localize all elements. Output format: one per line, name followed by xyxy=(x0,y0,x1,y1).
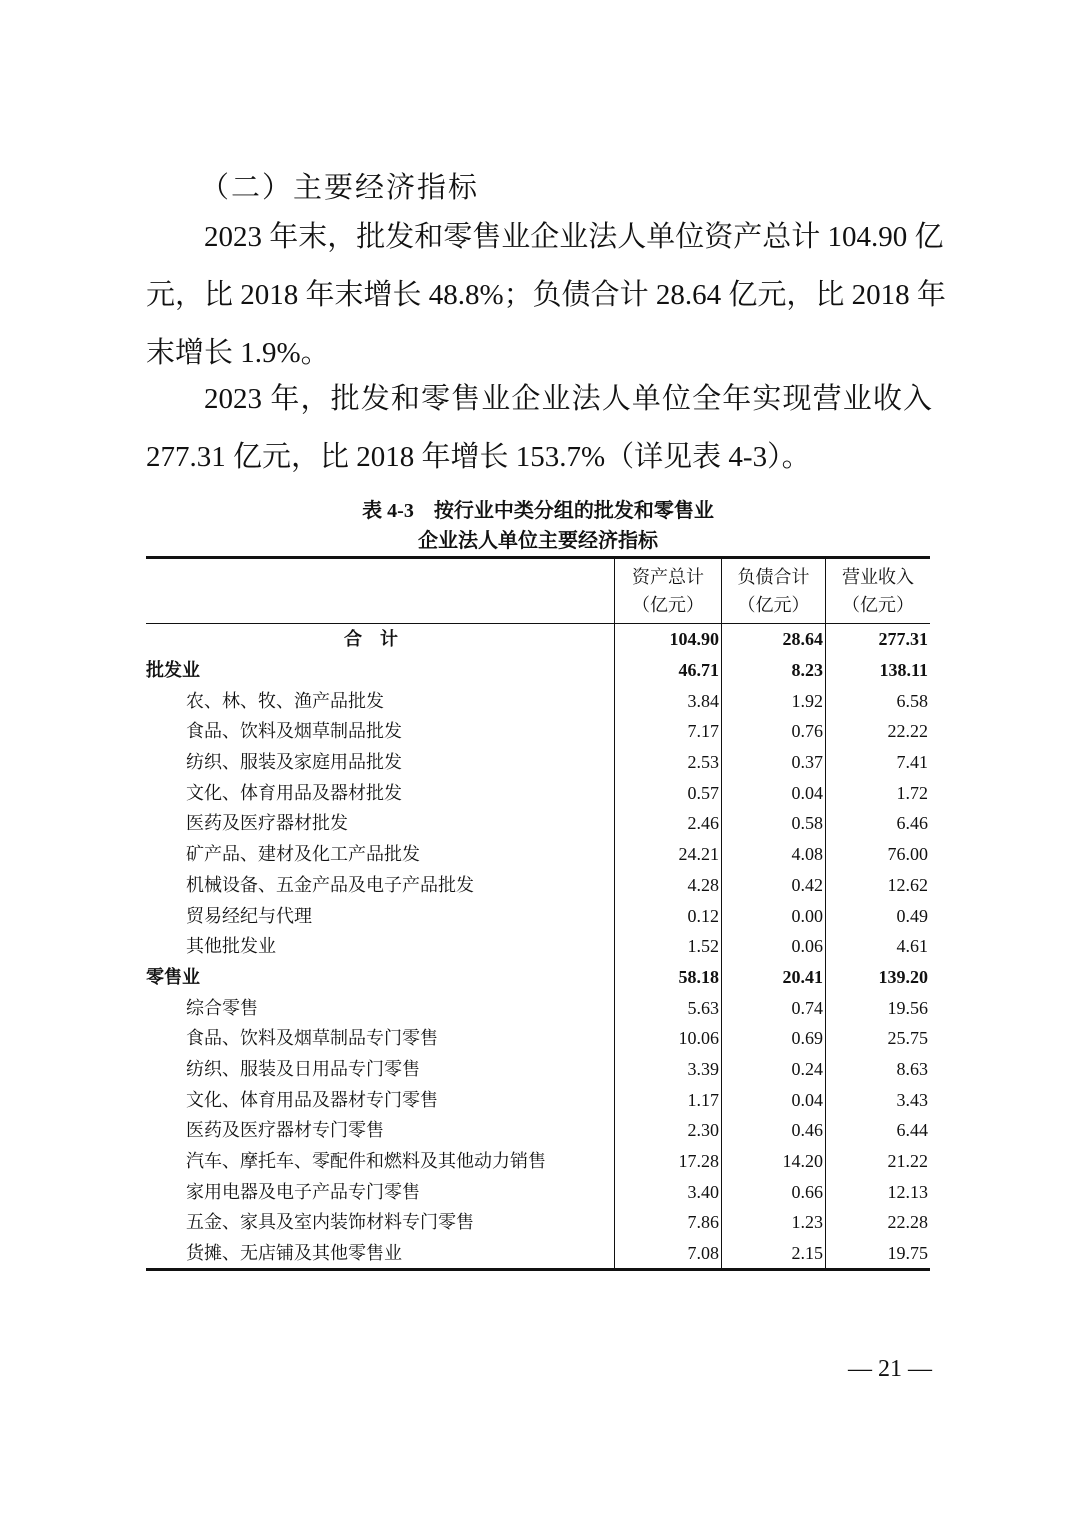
cell-liabilities: 0.69 xyxy=(722,1023,826,1054)
paragraph-line: 2023 年，批发和零售业企业法人单位全年实现营业收入 xyxy=(204,383,932,415)
cell-revenue: 12.13 xyxy=(826,1176,931,1207)
row-label: 矿产品、建材及化工产品批发 xyxy=(186,844,420,865)
cell-liabilities: 0.42 xyxy=(722,870,826,901)
cell-revenue: 6.44 xyxy=(826,1115,931,1146)
cell-assets: 3.40 xyxy=(615,1176,722,1207)
group-row xyxy=(146,655,930,686)
cell-liabilities: 0.06 xyxy=(722,931,826,962)
cell-liabilities: 14.20 xyxy=(722,1146,826,1177)
table-row xyxy=(146,808,930,839)
paragraph-line: 277.31 亿元，比 2018 年增长 153.7%（详见表 4-3）。 xyxy=(146,441,811,473)
cell-assets: 5.63 xyxy=(615,992,722,1023)
cell-liabilities: 28.64 xyxy=(722,624,826,655)
table-row xyxy=(146,1115,930,1146)
cell-revenue: 8.63 xyxy=(826,1054,931,1085)
cell-assets: 1.17 xyxy=(615,1084,722,1115)
cell-assets: 24.21 xyxy=(615,839,722,870)
header-assets-name: 资产总计 xyxy=(632,567,704,587)
paragraph-assets xyxy=(146,208,946,382)
header-liabilities xyxy=(722,558,826,624)
cell-liabilities: 20.41 xyxy=(722,962,826,993)
cell-assets: 104.90 xyxy=(615,624,722,655)
cell-revenue: 139.20 xyxy=(826,962,931,993)
cell-assets: 46.71 xyxy=(615,655,722,686)
row-label: 食品、饮料及烟草制品专门零售 xyxy=(186,1028,438,1049)
cell-liabilities: 0.74 xyxy=(722,992,826,1023)
economic-indicators-table xyxy=(146,556,930,1271)
row-label: 批发业 xyxy=(146,660,200,681)
cell-liabilities: 1.23 xyxy=(722,1207,826,1238)
cell-liabilities: 0.24 xyxy=(722,1054,826,1085)
row-label: 货摊、无店铺及其他零售业 xyxy=(186,1243,402,1264)
cell-revenue: 22.28 xyxy=(826,1207,931,1238)
cell-assets: 58.18 xyxy=(615,962,722,993)
table-row xyxy=(146,716,930,747)
cell-revenue: 21.22 xyxy=(826,1146,931,1177)
cell-liabilities: 0.76 xyxy=(722,716,826,747)
table-row xyxy=(146,685,930,716)
paragraph-line: 2023 年末，批发和零售业企业法人单位资产总计 104.90 亿 xyxy=(204,221,944,253)
table-header-row xyxy=(146,558,930,624)
table-row xyxy=(146,1023,930,1054)
cell-revenue: 76.00 xyxy=(826,839,931,870)
total-row xyxy=(146,624,930,655)
table-row xyxy=(146,992,930,1023)
cell-assets: 1.52 xyxy=(615,931,722,962)
cell-revenue: 25.75 xyxy=(826,1023,931,1054)
cell-revenue: 22.22 xyxy=(826,716,931,747)
row-label: 其他批发业 xyxy=(186,936,276,957)
cell-liabilities: 0.58 xyxy=(722,808,826,839)
row-label: 综合零售 xyxy=(186,997,258,1018)
cell-assets: 0.12 xyxy=(615,900,722,931)
cell-liabilities: 0.66 xyxy=(722,1176,826,1207)
row-label: 医药及医疗器材专门零售 xyxy=(186,1120,384,1141)
row-label: 机械设备、五金产品及电子产品批发 xyxy=(186,874,474,895)
row-label: 合计 xyxy=(344,629,416,650)
cell-assets: 7.17 xyxy=(615,716,722,747)
row-label: 家用电器及电子产品专门零售 xyxy=(186,1181,420,1202)
table-row xyxy=(146,839,930,870)
row-label: 纺织、服装及家庭用品批发 xyxy=(186,752,402,773)
table-row xyxy=(146,1207,930,1238)
cell-revenue: 6.46 xyxy=(826,808,931,839)
table-row xyxy=(146,747,930,778)
header-revenue-unit: （亿元） xyxy=(842,595,914,615)
cell-revenue: 277.31 xyxy=(826,624,931,655)
paragraph-line: 元，比 2018 年末增长 48.8%；负债合计 28.64 亿元，比 2018 年 xyxy=(146,279,946,311)
cell-liabilities: 0.46 xyxy=(722,1115,826,1146)
row-label: 贸易经纪与代理 xyxy=(186,905,312,926)
table-title-line1: 表 4-3 按行业中类分组的批发和零售业 xyxy=(362,500,714,522)
table-row xyxy=(146,1146,930,1177)
row-label: 文化、体育用品及器材批发 xyxy=(186,782,402,803)
cell-liabilities: 0.04 xyxy=(722,1084,826,1115)
cell-liabilities: 0.00 xyxy=(722,900,826,931)
cell-liabilities: 1.92 xyxy=(722,685,826,716)
table-row xyxy=(146,1054,930,1085)
cell-assets: 2.46 xyxy=(615,808,722,839)
table-row xyxy=(146,870,930,901)
table-row xyxy=(146,900,930,931)
cell-revenue: 19.56 xyxy=(826,992,931,1023)
table-row xyxy=(146,777,930,808)
row-label: 文化、体育用品及器材专门零售 xyxy=(186,1089,438,1110)
table-row xyxy=(146,1176,930,1207)
cell-revenue: 4.61 xyxy=(826,931,931,962)
cell-assets: 2.30 xyxy=(615,1115,722,1146)
cell-liabilities: 0.37 xyxy=(722,747,826,778)
page-number: — 21 — xyxy=(848,1356,932,1382)
section-heading: （二）主要经济指标 xyxy=(200,172,480,204)
header-liabilities-unit: （亿元） xyxy=(737,595,810,615)
header-blank xyxy=(146,558,615,624)
row-label: 汽车、摩托车、零配件和燃料及其他动力销售 xyxy=(186,1151,546,1172)
cell-assets: 4.28 xyxy=(615,870,722,901)
header-assets-unit: （亿元） xyxy=(632,595,704,615)
cell-revenue: 12.62 xyxy=(826,870,931,901)
cell-assets: 0.57 xyxy=(615,777,722,808)
cell-revenue: 6.58 xyxy=(826,685,931,716)
cell-revenue: 0.49 xyxy=(826,900,931,931)
cell-revenue: 7.41 xyxy=(826,747,931,778)
row-label: 医药及医疗器材批发 xyxy=(186,813,348,834)
header-liabilities-name: 负债合计 xyxy=(737,567,810,587)
cell-liabilities: 0.04 xyxy=(722,777,826,808)
row-label: 纺织、服装及日用品专门零售 xyxy=(186,1058,420,1079)
row-label: 五金、家具及室内装饰材料专门零售 xyxy=(186,1212,474,1233)
cell-revenue: 1.72 xyxy=(826,777,931,808)
cell-revenue: 19.75 xyxy=(826,1238,931,1270)
paragraph-revenue xyxy=(146,370,932,486)
cell-revenue: 3.43 xyxy=(826,1084,931,1115)
cell-assets: 7.08 xyxy=(615,1238,722,1270)
header-revenue xyxy=(826,558,931,624)
table-row xyxy=(146,1084,930,1115)
cell-liabilities: 2.15 xyxy=(722,1238,826,1270)
paragraph-line: 末增长 1.9%。 xyxy=(146,337,330,369)
cell-assets: 2.53 xyxy=(615,747,722,778)
cell-assets: 3.84 xyxy=(615,685,722,716)
row-label: 食品、饮料及烟草制品批发 xyxy=(186,721,402,742)
cell-assets: 7.86 xyxy=(615,1207,722,1238)
cell-assets: 10.06 xyxy=(615,1023,722,1054)
cell-liabilities: 4.08 xyxy=(722,839,826,870)
table-row xyxy=(146,931,930,962)
cell-liabilities: 8.23 xyxy=(722,655,826,686)
row-label: 农、林、牧、渔产品批发 xyxy=(186,690,384,711)
cell-revenue: 138.11 xyxy=(826,655,931,686)
header-assets xyxy=(615,558,722,624)
table-row xyxy=(146,1238,930,1270)
row-label: 零售业 xyxy=(146,966,200,987)
table-title-line2: 企业法人单位主要经济指标 xyxy=(418,530,658,552)
cell-assets: 17.28 xyxy=(615,1146,722,1177)
cell-assets: 3.39 xyxy=(615,1054,722,1085)
group-row xyxy=(146,962,930,993)
header-revenue-name: 营业收入 xyxy=(842,567,914,587)
